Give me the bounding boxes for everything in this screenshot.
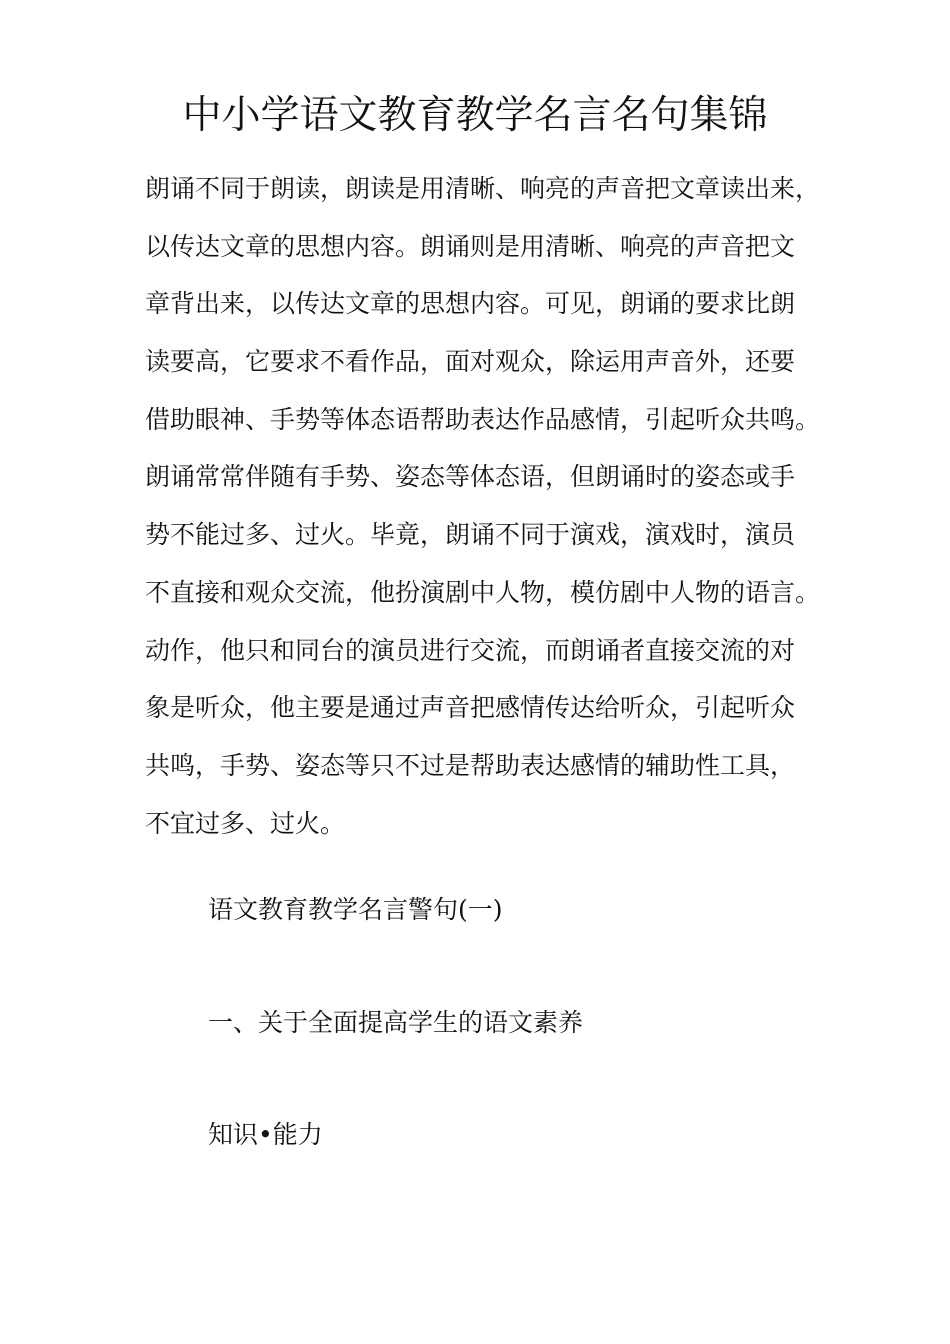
paragraph-line: 势不能过多、过火。毕竟，朗诵不同于演戏，演戏时，演员	[145, 520, 796, 550]
paragraph-line: 象是听众，他主要是通过声音把感情传达给听众，引起听众	[145, 693, 796, 723]
paragraph-line: 动作，他只和同台的演员进行交流，而朗诵者直接交流的对	[145, 635, 796, 665]
paragraph-line: 朗诵常常伴随有手势、姿态等体态语，但朗诵时的姿态或手	[145, 462, 796, 492]
document-title: 中小学语文教育教学名言名句集锦	[182, 93, 768, 138]
body-paragraph	[145, 160, 821, 852]
paragraph-line: 读要高，它要求不看作品，面对观众，除运用声音外，还要	[145, 347, 796, 377]
paragraph-line: 共鸣，手势、姿态等只不过是帮助表达感情的辅助性工具，	[145, 750, 796, 780]
section-heading-literacy: 一、关于全面提高学生的语文素养	[208, 1008, 584, 1037]
section-heading-knowledge-ability: 知识•能力	[208, 1120, 323, 1149]
section-heading-quotes: 语文教育教学名言警句(一)	[208, 895, 503, 924]
paragraph-line: 借助眼神、手势等体态语帮助表达作品感情，引起听众共鸣。	[145, 404, 821, 434]
paragraph-line: 以传达文章的思想内容。朗诵则是用清晰、响亮的声音把文	[145, 231, 796, 261]
paragraph-line: 不直接和观众交流，他扮演剧中人物，模仿剧中人物的语言。	[145, 577, 821, 607]
paragraph-line: 不宜过多、过火。	[145, 808, 346, 838]
paragraph-line: 朗诵不同于朗读，朗读是用清晰、响亮的声音把文章读出来，	[145, 174, 821, 203]
paragraph-line: 章背出来，以传达文章的思想内容。可见，朗诵的要求比朗	[145, 289, 796, 319]
